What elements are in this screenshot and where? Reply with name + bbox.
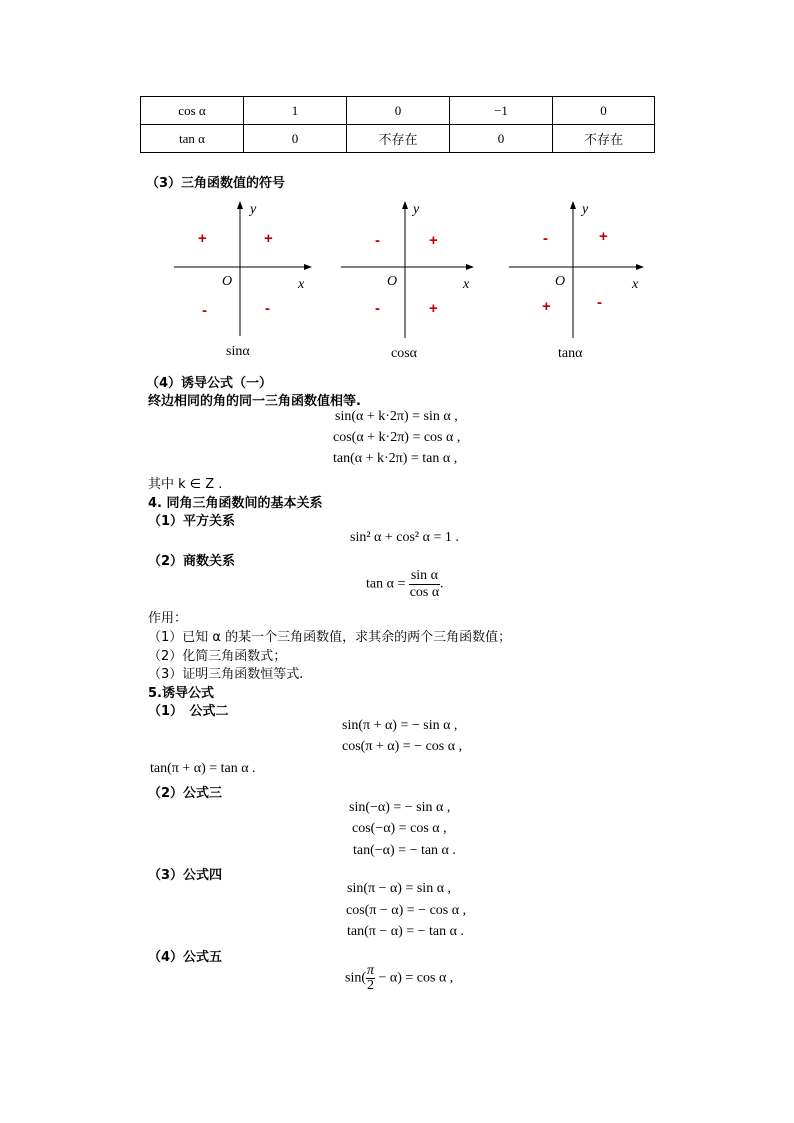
section-heading: 4. 同角三角函数间的基本关系 [148,496,323,511]
sign-chart-cos [337,198,487,368]
function-label: sinα [226,344,250,359]
fraction-denominator: 2 [367,978,374,993]
section-heading: 5.诱导公式 [148,686,214,701]
x-arrow-icon [304,264,312,270]
origin-label: O [387,274,398,289]
quadrant-sign: - [597,294,602,311]
table-row [141,125,655,153]
subsection-heading: （4）公式五 [148,950,223,965]
formula: sin(π + α) = − sin α , [342,718,458,733]
formula: sin(−α) = − sin α , [349,800,451,815]
fraction [409,568,440,601]
x-arrow-icon [466,264,474,270]
table-cell: 1 [244,97,347,125]
fraction [366,964,375,993]
formula: sin² α + cos² α = 1 . [350,530,459,545]
quadrant-sign: - [265,300,270,317]
row-label: cos α [141,97,244,125]
function-label: cosα [391,346,417,361]
table-cell: 0 [553,97,655,125]
quadrant-sign: + [599,228,608,245]
usage-item: （3）证明三角函数恒等式. [148,667,304,682]
quadrant-sign: + [264,230,273,247]
table-cell: 不存在 [553,125,655,153]
subsection-heading: （1） 公式二 [148,704,229,719]
table-cell: 0 [450,125,553,153]
sign-chart-sin [170,198,320,368]
formula-prefix: sin( [345,970,366,986]
formula: sin(π − α) = sin α , [347,881,452,896]
function-label: tanα [558,346,583,361]
x-axis-label: x [463,277,470,292]
table-cell: 0 [347,97,450,125]
section-intro: 终边相同的角的同一三角函数值相等. [148,394,361,409]
formula-note: 其中 k ∈ Z . [148,477,223,492]
origin-label: O [555,274,566,289]
quadrant-sign: - [202,302,207,319]
table-cell: 0 [244,125,347,153]
x-axis-label: x [632,277,639,292]
subsection-heading: （2）公式三 [148,786,223,801]
sin-quadrant-diagram [170,198,320,363]
subsection-heading: （2）商数关系 [148,554,236,569]
formula: sin(α + k·2π) = sin α , [335,409,458,424]
quadrant-sign: + [542,298,551,315]
subsection-heading: （1）平方关系 [148,514,236,529]
quotient-formula [366,568,444,601]
quadrant-sign: - [375,300,380,317]
origin-label: O [222,274,233,289]
row-label: tan α [141,125,244,153]
formula-suffix: − α) = cos α , [375,970,454,986]
quadrant-sign: - [375,232,380,249]
formula-lhs: tan α = [366,576,409,592]
trig-value-table [140,96,655,153]
quadrant-sign: - [543,230,548,247]
quadrant-sign: + [429,232,438,249]
x-axis-label: x [298,277,305,292]
y-arrow-icon [570,201,576,209]
formula: tan(π + α) = tan α . [150,761,256,776]
formula: cos(π + α) = − cos α , [342,739,463,754]
formula: tan(−α) = − tan α . [353,843,456,858]
usage-item: （2）化简三角函数式； [148,649,287,664]
tan-quadrant-diagram [505,198,655,363]
fraction-numerator: sin α [410,568,439,583]
usage-item: （1）已知 α 的某一个三角函数值，求其余的两个三角函数值； [148,630,512,645]
table-row [141,97,655,125]
formula-end: . [440,576,444,592]
usage-title: 作用： [148,611,188,626]
y-axis-label: y [582,202,589,217]
fraction-numerator: π [367,963,375,978]
y-arrow-icon [402,201,408,209]
y-arrow-icon [237,201,243,209]
section-heading: （4）诱导公式（一） [146,376,273,391]
subsection-heading: （3）公式四 [148,868,223,883]
cos-quadrant-diagram [337,198,487,363]
section-heading: （3）三角函数值的符号 [146,176,286,191]
formula: tan(α + k·2π) = tan α , [333,451,458,466]
formula: tan(π − α) = − tan α . [347,924,464,939]
table-cell: −1 [450,97,553,125]
quadrant-sign: + [198,230,207,247]
quadrant-sign: + [429,300,438,317]
sign-chart-tan [505,198,655,368]
formula-cofunction [345,964,453,993]
formula: cos(π − α) = − cos α , [346,903,467,918]
y-axis-label: y [413,202,420,217]
y-axis-label: y [250,202,257,217]
formula: cos(−α) = cos α , [352,821,447,836]
x-arrow-icon [636,264,644,270]
fraction-denominator: cos α [409,585,440,600]
table-cell: 不存在 [347,125,450,153]
formula: cos(α + k·2π) = cos α , [333,430,461,445]
